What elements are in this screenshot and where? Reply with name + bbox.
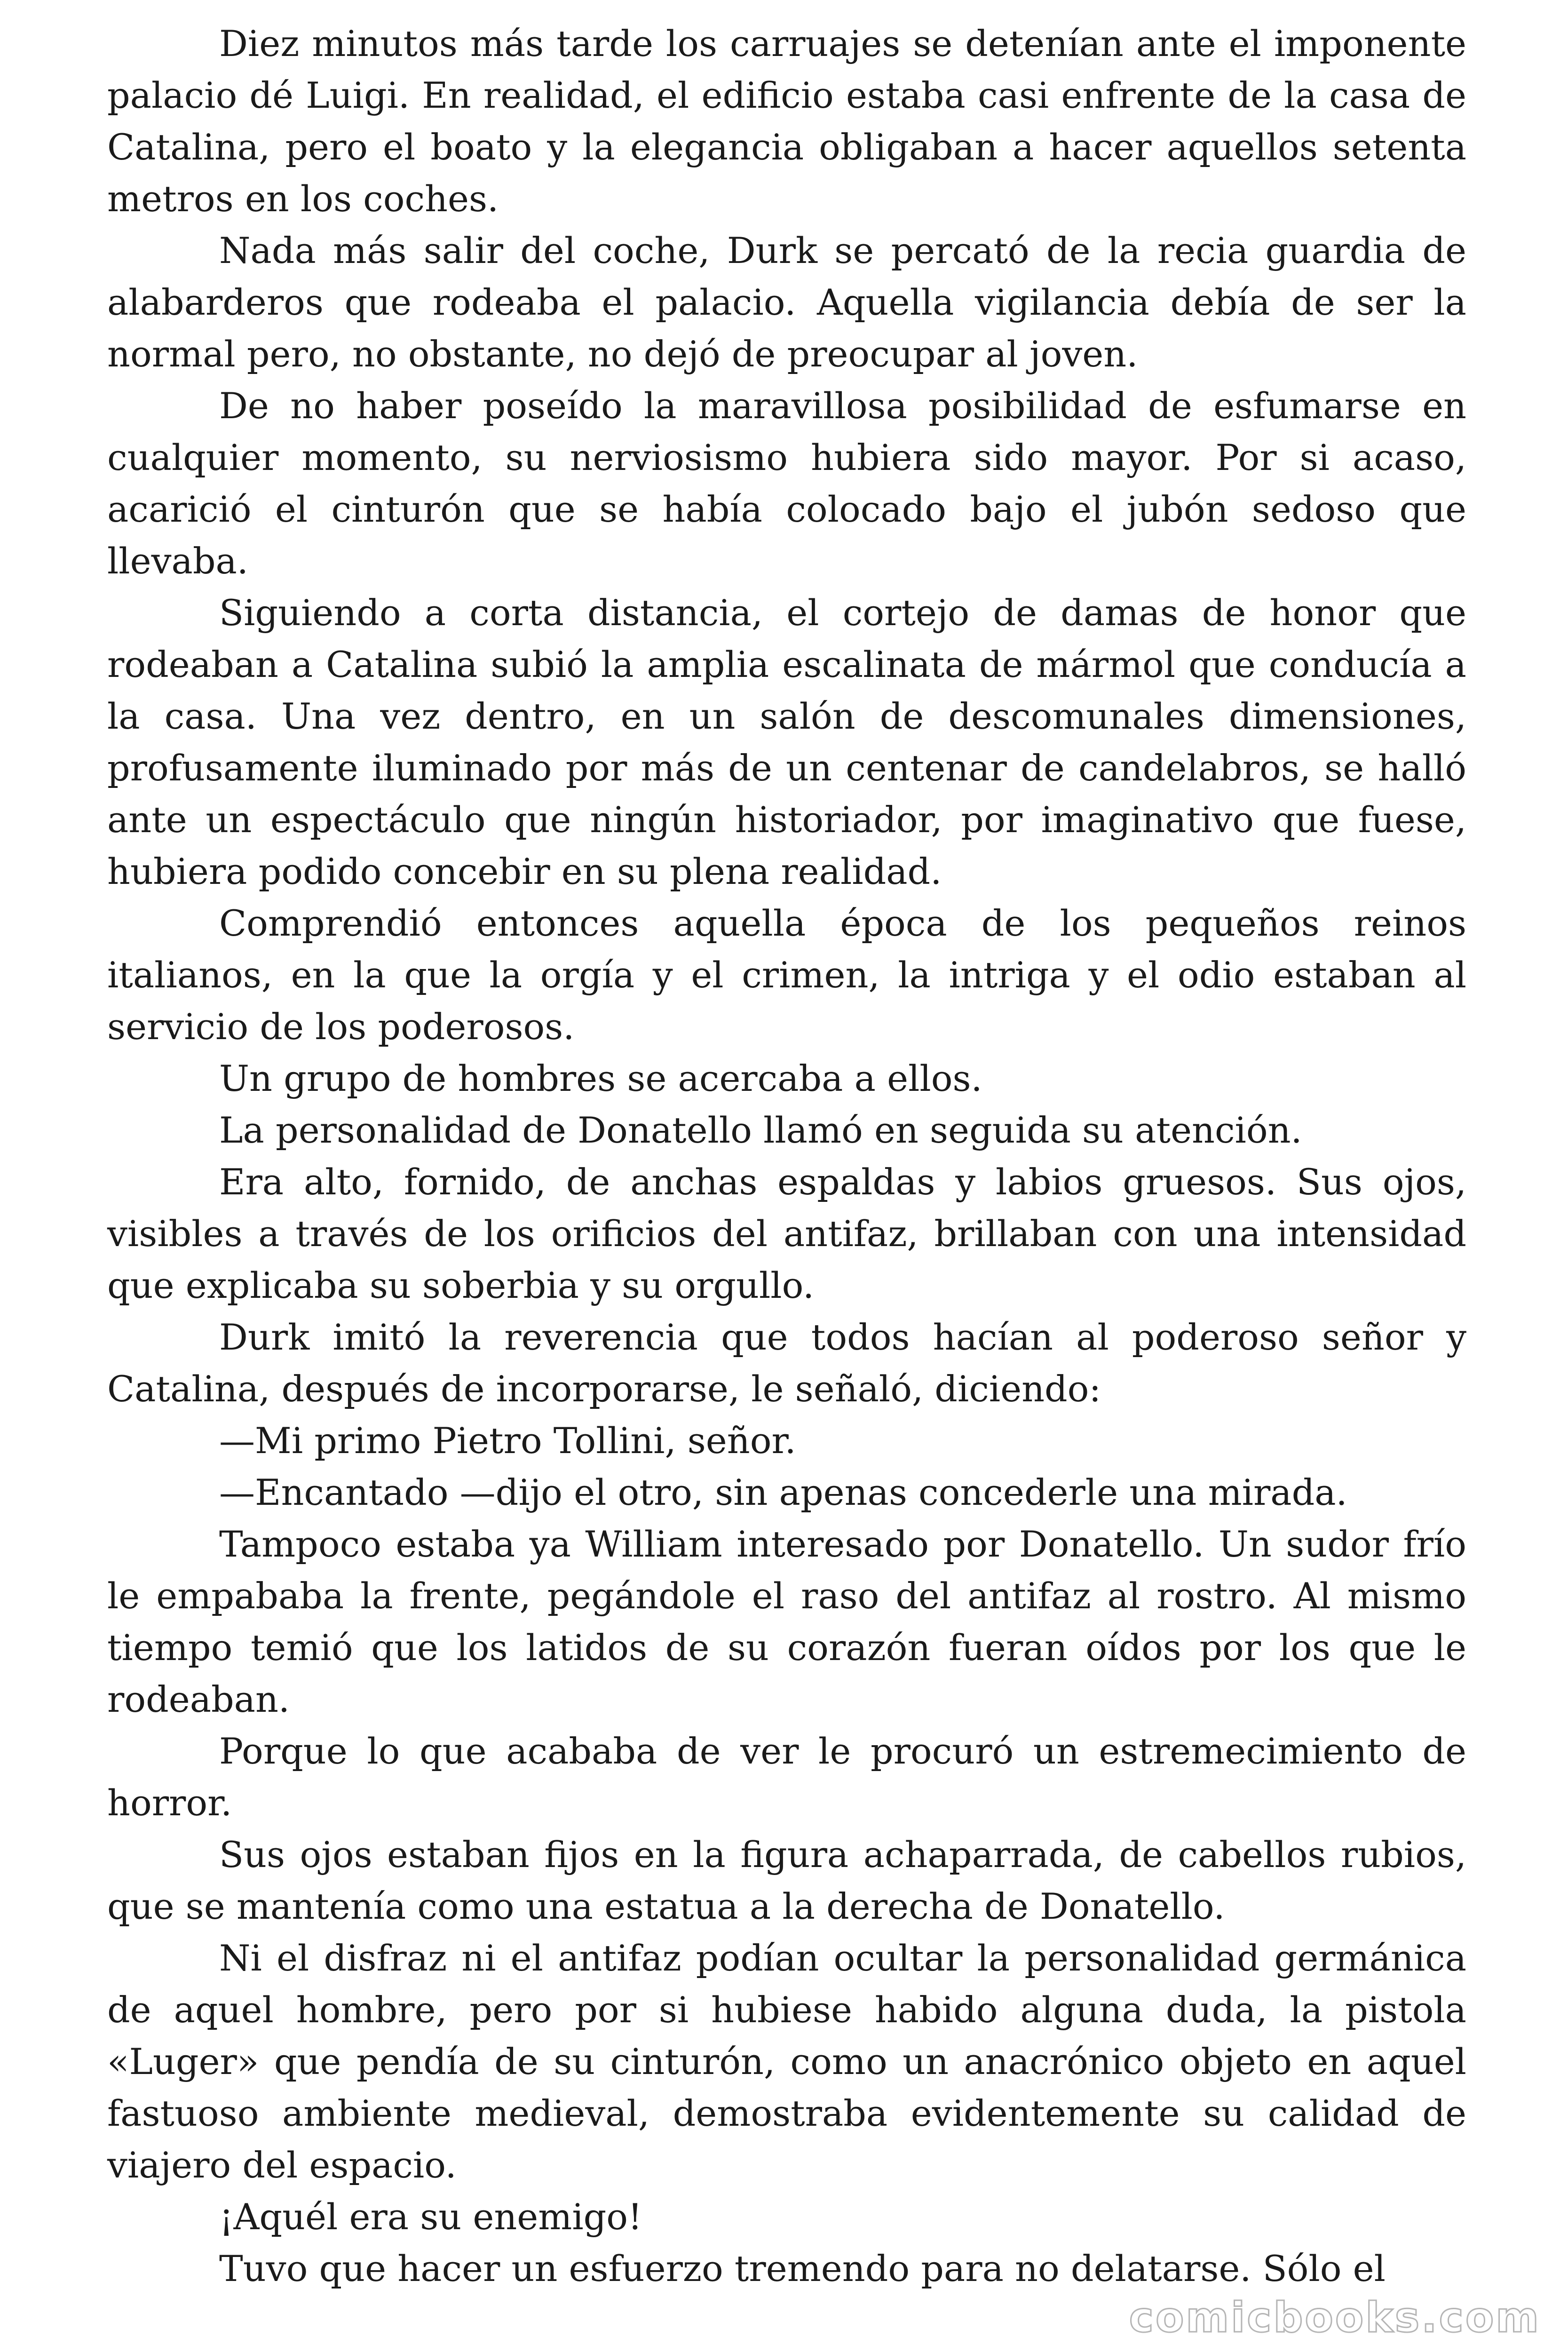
paragraph: Un grupo de hombres se acercaba a ellos. — [219, 1057, 982, 1099]
paragraph: Era alto, fornido, de anchas espaldas y labios gruesos. Sus ojos, visibles a través de los orificios del antifaz, brillaban con una intensidad que explicaba su soberbia y su orgullo. — [107, 1161, 1466, 1306]
paragraph: Nada más salir del coche, Durk se percató de la recia guardia de alabarderos que rodeaba el palacio. Aquella vigilancia debía de ser la normal pero, no obstante, no dejó de preocupar al joven. — [107, 230, 1466, 375]
paragraph: Durk imitó la reverencia que todos hacían al poderoso señor y Catalina, después de incorporarse, le señaló, diciendo: — [107, 1316, 1466, 1410]
paragraph: Diez minutos más tarde los carruajes se detenían ante el imponente palacio dé Luigi. En realidad, el edificio estaba casi enfrente de la casa de Catalina, pero el boato y la elegancia obligaban a hacer aquellos setenta metros en los coches. — [107, 23, 1466, 220]
paragraph: Tuvo que hacer un esfuerzo tremendo para no delatarse. Sólo el — [219, 2248, 1386, 2289]
paragraph: Ni el disfraz ni el antifaz podían ocultar la personalidad germánica de aquel hombre, pero por si hubiese habido alguna duda, la pistola «Luger» que pendía de su cinturón, como un anacrónico objeto en aquel fastuoso ambiente medieval, demostraba evidentemente su calidad de viajero del espacio. — [107, 1937, 1466, 2186]
paragraph: Porque lo que acababa de ver le procuró un estremecimiento de horror. — [107, 1730, 1466, 1824]
paragraph: Tampoco estaba ya William interesado por Donatello. Un sudor frío le empababa la frente, pegándole el raso del antifaz al rostro. Al mismo tiempo temió que los latidos de su corazón fueran oídos por los que le rodeaban. — [107, 1523, 1466, 1720]
paragraph: —Encantado —dijo el otro, sin apenas concederle una mirada. — [219, 1471, 1347, 1513]
paragraph: Siguiendo a corta distancia, el cortejo de damas de honor que rodeaban a Catalina subió la amplia escalinata de mármol que conducía a la casa. Una vez dentro, en un salón de descomunales dimensiones, profusamente iluminado por más de un centenar de candelabros, se halló ante un espectáculo que ningún historiador, por imaginativo que fuese, hubiera podido concebir en su plena realidad. — [107, 592, 1466, 892]
paragraph: ¡Aquél era su enemigo! — [219, 2196, 642, 2238]
paragraph: —Mi primo Pietro Tollini, señor. — [219, 1420, 796, 1462]
paragraph: La personalidad de Donatello llamó en seguida su atención. — [219, 1109, 1302, 1151]
page-text — [107, 18, 1466, 2295]
watermark: comicbooks.com — [1129, 2293, 1541, 2342]
paragraph: Sus ojos estaban fijos en la figura achaparrada, de cabellos rubios, que se mantenía como una estatua a la derecha de Donatello. — [107, 1834, 1466, 1927]
paragraph: Comprendió entonces aquella época de los pequeños reinos italianos, en la que la orgía y el crimen, la intriga y el odio estaban al servicio de los poderosos. — [107, 902, 1466, 1048]
paragraph: De no haber poseído la maravillosa posibilidad de esfumarse en cualquier momento, su nerviosismo hubiera sido mayor. Por si acaso, acarició el cinturón que se había colocado bajo el jubón sedoso que llevaba. — [107, 385, 1466, 582]
